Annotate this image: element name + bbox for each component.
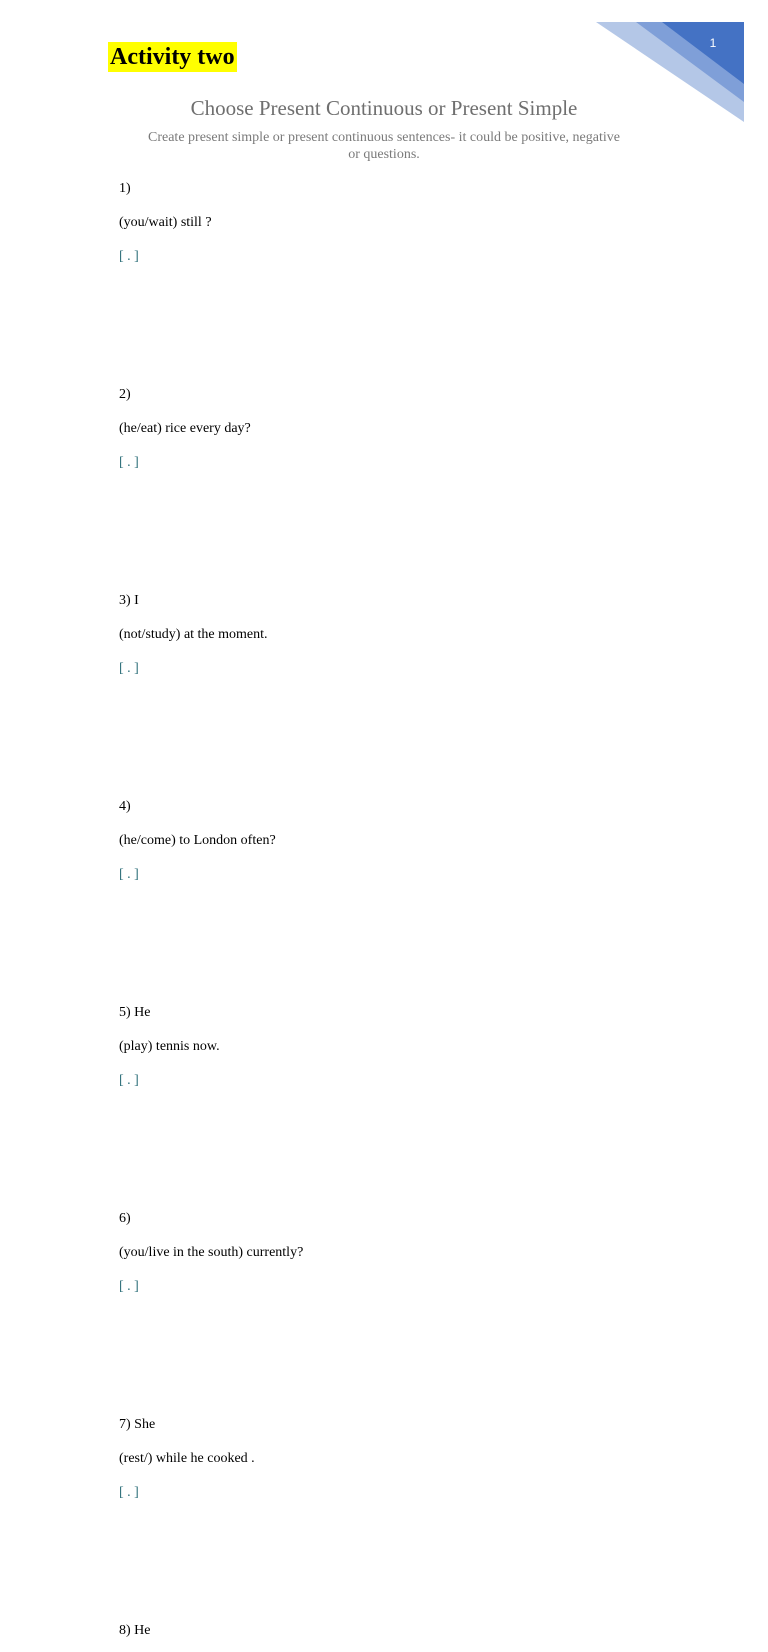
- exercise-number: 2): [119, 387, 131, 402]
- exercise-item: [119, 1416, 679, 1622]
- exercise-number: 3) I: [119, 593, 139, 608]
- answer-placeholder[interactable]: [ . ]: [119, 455, 139, 470]
- exercise-item: [119, 180, 679, 386]
- exercise-number: 6): [119, 1211, 131, 1226]
- exercise-prompt: (he/come) to London often?: [119, 833, 276, 848]
- exercise-item: [119, 1210, 679, 1416]
- exercise-prompt: (rest/) while he cooked .: [119, 1451, 255, 1466]
- exercise-item: [119, 798, 679, 1004]
- exercise-number: 7) She: [119, 1417, 156, 1432]
- answer-placeholder[interactable]: [ . ]: [119, 661, 139, 676]
- activity-heading: Activity two: [110, 44, 235, 70]
- document-title: Choose Present Continuous or Present Simple: [190, 96, 578, 120]
- exercise-number: 5) He: [119, 1005, 151, 1020]
- exercise-prompt: (you/live in the south) currently?: [119, 1245, 304, 1260]
- exercise-item: [119, 1004, 679, 1210]
- exercise-number: 4): [119, 799, 131, 814]
- exercise-prompt: (you/wait) still ?: [119, 215, 212, 230]
- exercise-item: [119, 1622, 679, 1652]
- page-number: 1: [709, 36, 717, 50]
- exercise-prompt: (not/study) at the moment.: [119, 627, 268, 642]
- exercise-number: 8) He: [119, 1623, 151, 1638]
- exercise-prompt: (play) tennis now.: [119, 1039, 220, 1054]
- subtitle-line-2: or questions.: [348, 147, 420, 162]
- answer-placeholder[interactable]: [ . ]: [119, 1279, 139, 1294]
- answer-placeholder[interactable]: [ . ]: [119, 1485, 139, 1500]
- subtitle-line-1: Create present simple or present continuous sentences- it could be positive, negative: [148, 130, 620, 145]
- exercise-list: [119, 180, 679, 1652]
- exercise-item: [119, 386, 679, 592]
- exercise-item: [119, 592, 679, 798]
- answer-placeholder[interactable]: [ . ]: [119, 1073, 139, 1088]
- document-subtitle: [110, 129, 658, 163]
- answer-placeholder[interactable]: [ . ]: [119, 867, 139, 882]
- answer-placeholder[interactable]: [ . ]: [119, 249, 139, 264]
- exercise-prompt: (he/eat) rice every day?: [119, 421, 251, 436]
- exercise-number: 1): [119, 181, 131, 196]
